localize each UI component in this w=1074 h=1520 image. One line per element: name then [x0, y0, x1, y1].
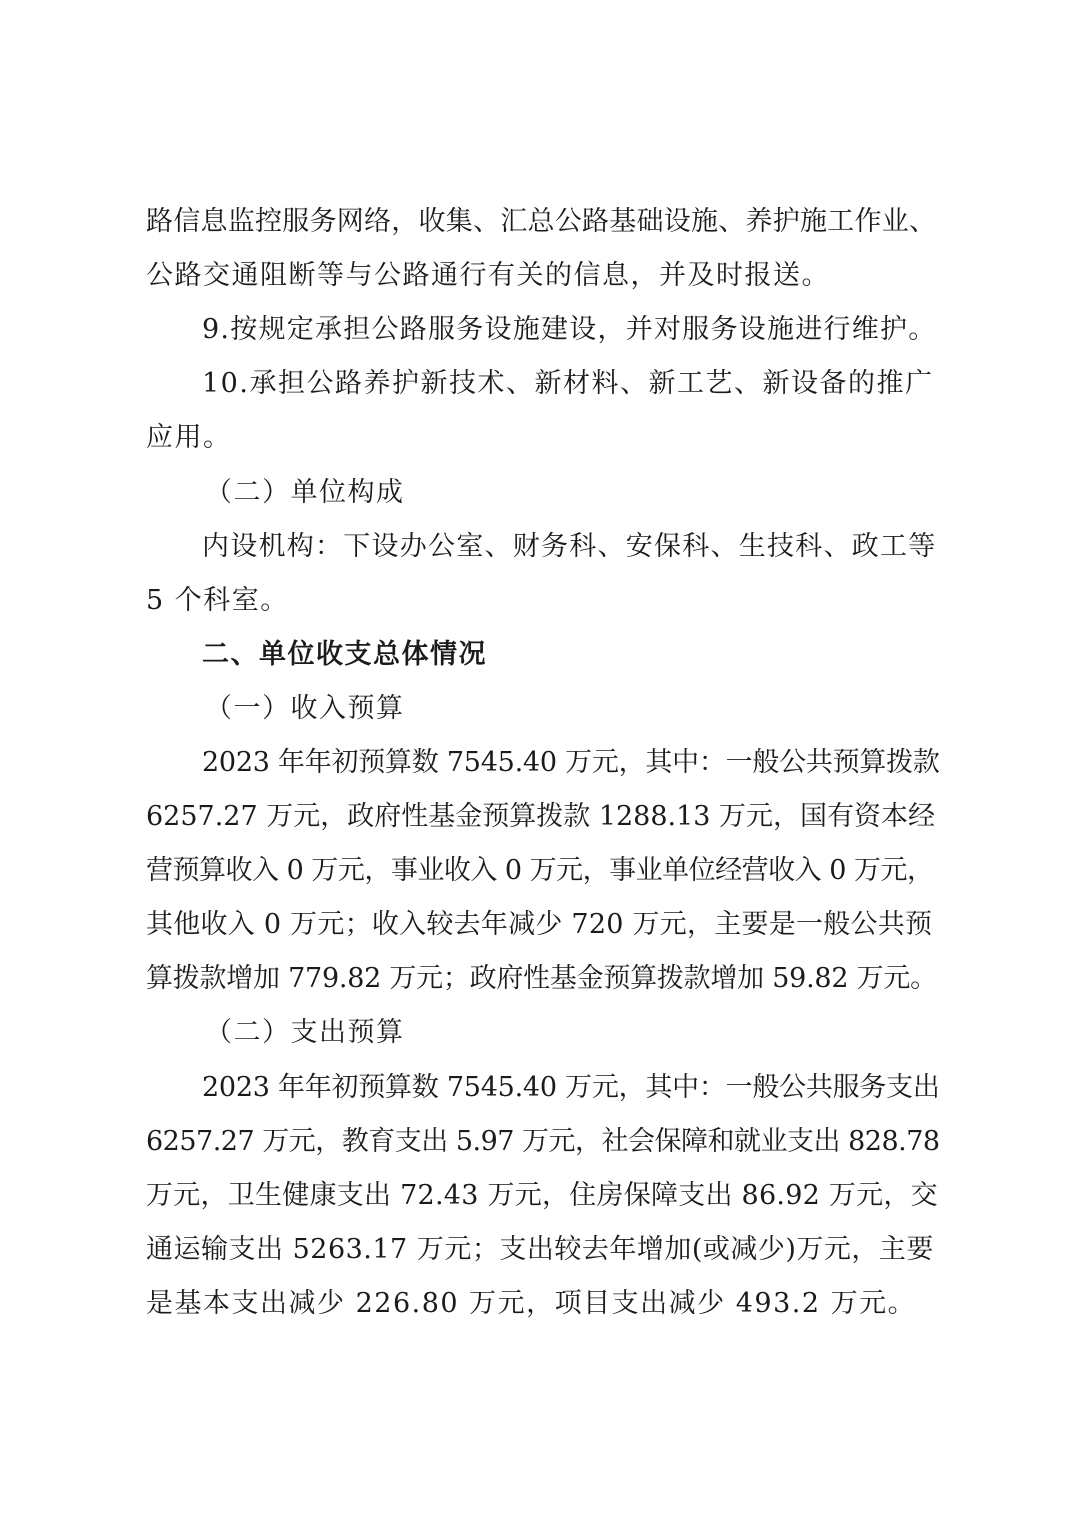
body-text-line: 2023 年年初预算数 7545.40 万元，其中：一般公共预算拨款	[202, 747, 940, 778]
body-text-line: 应用。	[146, 422, 232, 453]
body-text-line: 公路交通阻断等与公路通行有关的信息，并及时报送。	[146, 260, 830, 291]
body-text-line: 2023 年年初预算数 7545.40 万元，其中：一般公共服务支出	[202, 1072, 940, 1103]
list-item-10: 10.承担公路养护新技术、新材料、新工艺、新设备的推广	[202, 368, 934, 399]
section-heading-expenditure-budget: （二）支出预算	[205, 1017, 405, 1048]
section-heading-unit-composition: （二）单位构成	[205, 477, 405, 508]
body-text-line: 路信息监控服务网络，收集、汇总公路基础设施、养护施工作业、	[146, 206, 937, 237]
body-text-line: 内设机构：下设办公室、财务科、安保科、生技科、政工等	[202, 531, 937, 562]
body-text-line: 6257.27 万元，政府性基金预算拨款 1288.13 万元，国有资本经	[146, 801, 936, 832]
body-text-line: 营预算收入 0 万元，事业收入 0 万元，事业单位经营收入 0 万元，	[146, 855, 934, 886]
list-item-9: 9.按规定承担公路服务设施建设，并对服务设施进行维护。	[202, 314, 937, 345]
chapter-heading: 二、单位收支总体情况	[202, 639, 487, 670]
body-text-line: 万元，卫生健康支出 72.43 万元，住房保障支出 86.92 万元，交	[146, 1180, 938, 1211]
section-heading-income-budget: （一）收入预算	[205, 693, 405, 724]
body-text-line: 5 个科室。	[146, 585, 289, 616]
body-text-line: 是基本支出减少 226.80 万元，项目支出减少 493.2 万元。	[146, 1288, 917, 1319]
body-text-line: 算拨款增加 779.82 万元；政府性基金预算拨款增加 59.82 万元。	[146, 963, 937, 994]
body-text-line: 6257.27 万元，教育支出 5.97 万元，社会保障和就业支出 828.78	[146, 1126, 940, 1157]
body-text-line: 其他收入 0 万元；收入较去年减少 720 万元，主要是一般公共预	[146, 909, 933, 940]
body-text-line: 通运输支出 5263.17 万元；支出较去年增加(或减少)万元，主要	[146, 1234, 934, 1265]
